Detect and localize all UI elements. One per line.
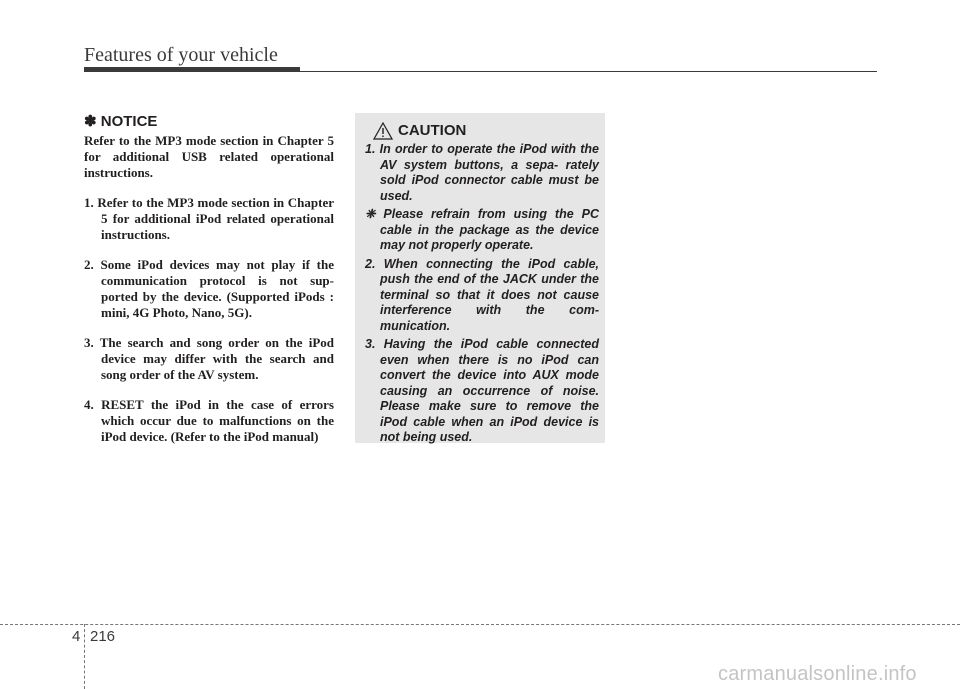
notice-intro: Refer to the MP3 mode section in Chapter 5 for additional USB related operational instructions. [84,133,334,180]
header-rule [84,71,877,72]
footer-dashed-divider [84,624,85,689]
notice-item-4: 4. RESET the iPod in the case of errors which occur due to malfunctions on the iPod device. (Refer to the iPod manual) [84,397,334,444]
page-header-title: Features of your vehicle [84,44,278,66]
page-number: 216 [90,628,116,645]
caution-item-2: 2. When connecting the iPod cable, push the end of the JACK under the terminal so that it does not cause interference with the com- munication. [365,256,599,333]
warning-triangle-icon [373,122,393,140]
notice-heading: ✽ NOTICE [84,113,158,130]
caution-header [373,122,599,140]
caution-box [355,113,605,443]
caution-heading: CAUTION [398,122,467,139]
notice-section [84,113,334,459]
chapter-number: 4 [72,628,81,645]
notice-item-2: 2. Some iPod devices may not play if the communication protocol is not sup- ported by the device. (Supported iPods : mini, 4G Photo, Nano, 5G). [84,257,334,320]
notice-item-1: 1. Refer to the MP3 mode section in Chapter 5 for additional iPod related operational instructions. [84,195,334,242]
footer-dashed-line [0,624,960,625]
watermark: carmanualsonline.info [718,663,917,685]
caution-item-1: 1. In order to operate the iPod with the AV system buttons, a sepa- rately sold iPod connector cable must be used. [365,142,599,203]
caution-item-3: 3. Having the iPod cable connected even when there is no iPod can convert the device into AUX mode causing an occurrence of noise. Please make sure to remove the iPod cable when an iPod device is not being used. [365,337,599,444]
caution-note: ❈ Please refrain from using the PC cable in the package as the device may not properly operate. [365,207,599,252]
notice-item-3: 3. The search and song order on the iPod device may differ with the search and song order of the AV system. [84,335,334,382]
